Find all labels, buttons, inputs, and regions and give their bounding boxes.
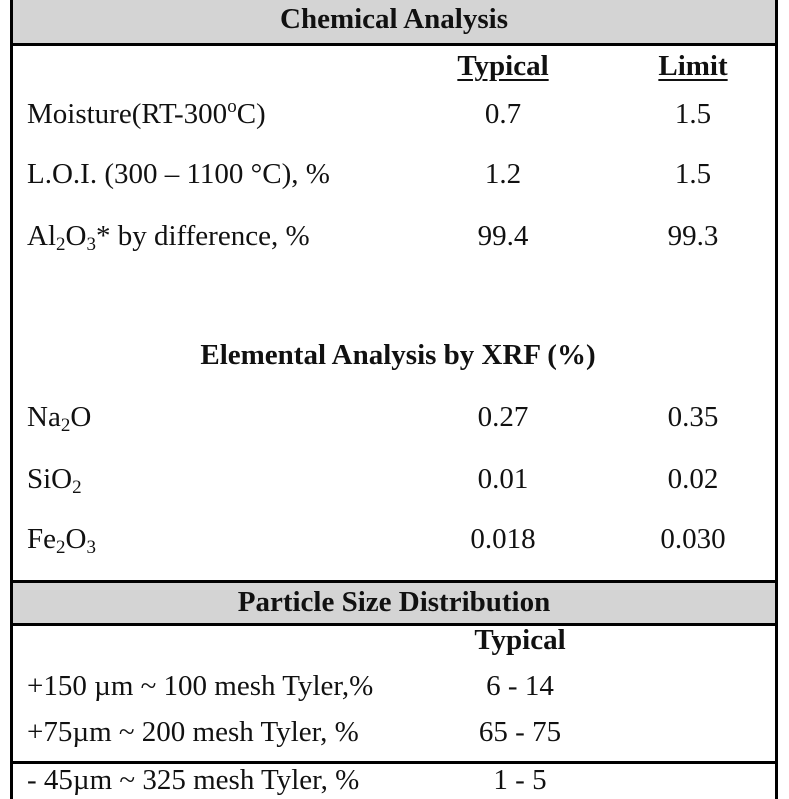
al2o3-label: $Al_2O_3*$ by difference, %: [27, 220, 310, 255]
na2o-label: $Na_2O$: [27, 401, 92, 436]
al2o3-limit: 99.3: [667, 220, 719, 252]
elemental-analysis-title: Elemental Analysis by XRF (%): [200, 339, 596, 371]
particle-75-label: +75µm ~ 200 mesh Tyler, %: [27, 716, 359, 748]
sio2-label: SiO$_2$: [27, 463, 82, 498]
particle-size-header: [10, 580, 778, 626]
loi-limit: 1.5: [674, 158, 712, 190]
chemical-analysis-title: Chemical Analysis: [280, 3, 508, 35]
particle-45-label: - 45µm ~ 325 mesh Tyler, %: [27, 764, 360, 796]
chemical-analysis-header: [10, 0, 778, 46]
sio2-limit: 0.02: [667, 463, 719, 495]
typical-column-header: Typical: [457, 50, 549, 82]
fe2o3-typical: 0.018: [470, 523, 536, 555]
loi-label: L.O.I. (300 – 1100 °C), %: [27, 158, 330, 190]
particle-45-typical: 1 - 5: [493, 764, 547, 796]
particle-size-title: Particle Size Distribution: [237, 586, 551, 618]
particle-150-label: +150 µm ~ 100 mesh Tyler,%: [27, 670, 374, 702]
na2o-typical: 0.27: [477, 401, 529, 433]
moisture-limit: 1.5: [674, 98, 712, 130]
moisture-typical: 0.7: [484, 98, 522, 130]
particle-150-typical: 6 - 14: [486, 670, 554, 702]
fe2o3-limit: 0.030: [660, 523, 726, 555]
particle-75-typical: 65 - 75: [478, 716, 562, 748]
fe2o3-label: $Fe_2O_3$: [27, 523, 96, 558]
moisture-label: Moisture(RT-300$^o$C): [27, 96, 266, 130]
sio2-typical: 0.01: [477, 463, 529, 495]
particle-typical-header: Typical: [474, 624, 566, 656]
loi-typical: 1.2: [484, 158, 522, 190]
limit-column-header: Limit: [658, 50, 728, 82]
na2o-limit: 0.35: [667, 401, 719, 433]
al2o3-typical: 99.4: [477, 220, 529, 252]
